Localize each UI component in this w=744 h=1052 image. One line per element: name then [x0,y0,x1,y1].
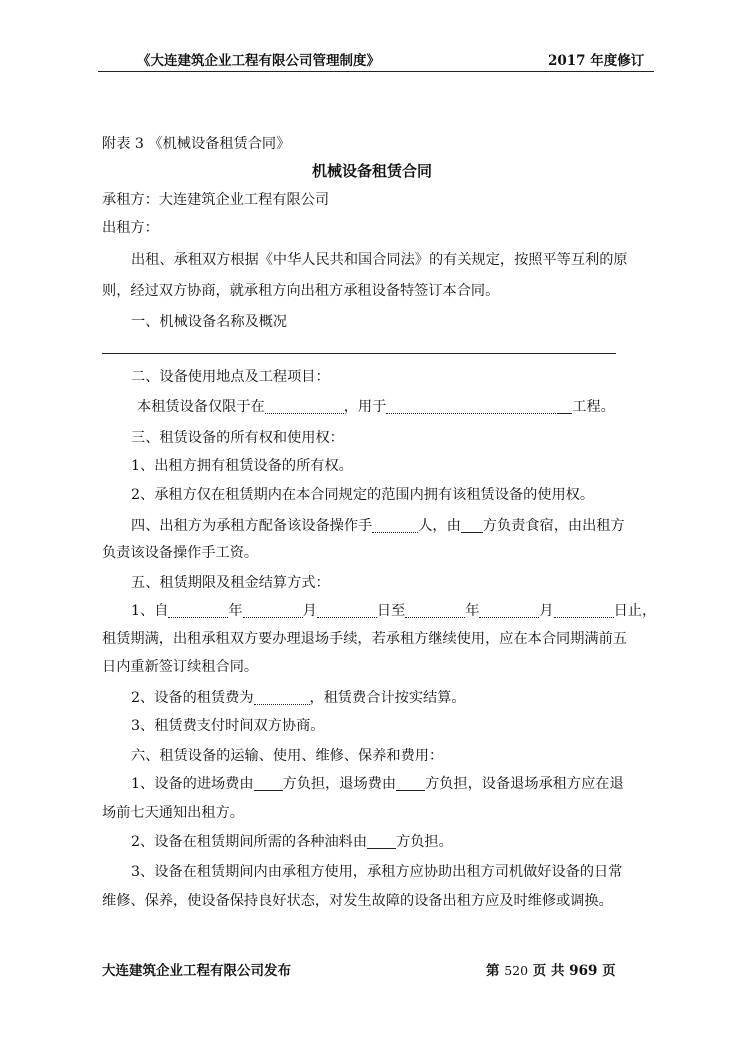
usage-clause-c: 工程。 [572,399,615,415]
usage-clause-b: ，用于 [343,399,387,415]
header-document-title: 《大连建筑企业工程有限公司管理制度》 [137,53,380,69]
section-4-b: 人，由 [418,518,461,534]
rental-fee-blank[interactable] [254,688,310,705]
section-6-item-3-line-1: 3、设备在租赁期间内由承租方使用，承租方应协助出租方司机做好设备的日常 [131,864,623,880]
section-1-heading: 一、机械设备名称及概况 [131,314,288,330]
day-end-label: 日止， [613,603,657,619]
month-label: 月 [302,603,317,619]
page-prefix: 第 [486,963,500,979]
section-5-item-1-line-3: 日内重新签订续租合同。 [102,659,259,675]
section-6-item-1-line-2: 场前七天通知出租方。 [102,805,244,821]
section-3-heading: 三、租赁设备的所有权和使用权： [131,430,344,446]
footer-page-number [486,962,616,980]
exit-notice-text: 方负担，设备退场承租方应在退 [425,776,624,792]
section-4-line-1 [131,516,625,536]
section-6-item-1-line-1 [131,774,624,794]
appendix-label: 附表 3 《机械设备租赁合同》 [102,136,291,152]
footer-publisher: 大连建筑企业工程有限公司发布 [102,963,291,979]
operator-count-blank[interactable] [372,516,418,533]
project-blank-dotted[interactable] [386,397,558,414]
start-month-blank[interactable] [243,601,303,618]
location-blank[interactable] [265,397,344,414]
intro-line-1: 出租、承租双方根据《中华人民共和国合同法》的有关规定，按照平等互利的原 [131,252,628,268]
section-5-item-2 [131,688,466,708]
section-4-c: 方负责食宿，由出租方 [482,518,625,534]
lodging-party-blank[interactable] [461,516,483,533]
section-3-item-1: 1、出租方拥有租赁设备的所有权。 [131,458,353,474]
section-6-heading: 六、租赁设备的运输、使用、维修、保养和费用： [131,748,444,764]
section-5-heading: 五、租赁期限及租金结算方式： [131,575,330,591]
header-rule [98,71,654,72]
rental-fee-label: 2、设备的租赁费为 [131,690,254,706]
entry-fee-party-blank[interactable] [254,774,283,791]
year-label: 年 [465,603,480,619]
current-page: 520 [504,963,529,978]
project-blank-solid[interactable] [558,397,572,414]
exit-fee-party-blank[interactable] [396,774,425,791]
section-3-item-2: 2、承租方仅在租赁期内在本合同规定的范围内拥有该租赁设备的使用权。 [131,487,595,503]
section-2-heading: 二、设备使用地点及工程项目： [131,369,330,385]
start-day-blank[interactable] [317,601,377,618]
equipment-description-line [102,353,616,354]
entry-fee-label: 1、设备的进场费由 [131,776,254,792]
section-4-line-2: 负责该设备操作手工资。 [102,545,259,561]
start-year-blank[interactable] [168,601,228,618]
fuel-cost-party-blank[interactable] [367,832,396,849]
rental-fee-suffix: ，租赁费合计按实结算。 [309,690,466,706]
day-to-label: 日至 [376,603,406,619]
exit-fee-label: 方负担，退场费由 [282,776,397,792]
fuel-cost-label: 2、设备在租赁期间所需的各种油料由 [131,834,368,850]
section-5-item-3: 3、租赁费支付时间双方协商。 [131,718,325,734]
intro-line-2: 则，经过双方协商，就承租方向出租方承租设备特签订本合同。 [102,283,500,299]
section-6-item-3-line-2: 维修、保养，使设备保持良好状态，对发生故障的设备出租方应及时维修或调换。 [102,893,613,909]
month-label: 月 [539,603,554,619]
lessee-line: 承租方：大连建筑企业工程有限公司 [102,192,330,208]
lessor-line: 出租方： [102,220,159,236]
page-mid: 页 共 [532,963,565,979]
year-label: 年 [228,603,243,619]
contract-title: 机械设备租赁合同 [311,162,432,180]
total-pages: 969 [569,963,598,979]
end-day-blank[interactable] [554,601,614,618]
fuel-cost-suffix: 方负担。 [396,834,453,850]
usage-clause-a: 本租赁设备仅限于在 [137,399,265,415]
end-month-blank[interactable] [479,601,539,618]
period-from-label: 1、自 [131,603,169,619]
section-6-item-2 [131,832,453,852]
usage-clause [137,397,615,417]
section-5-item-1-line-1 [131,601,656,621]
header-revision: 2017 年度修订 [548,53,645,69]
section-4-a: 四、出租方为承租方配备该设备操作手 [131,518,373,534]
section-5-item-1-line-2: 租赁期满，出租承租双方要办理退场手续，若承租方继续使用，应在本合同期满前五 [102,631,627,647]
page-suffix: 页 [602,963,616,979]
end-year-blank[interactable] [405,601,465,618]
